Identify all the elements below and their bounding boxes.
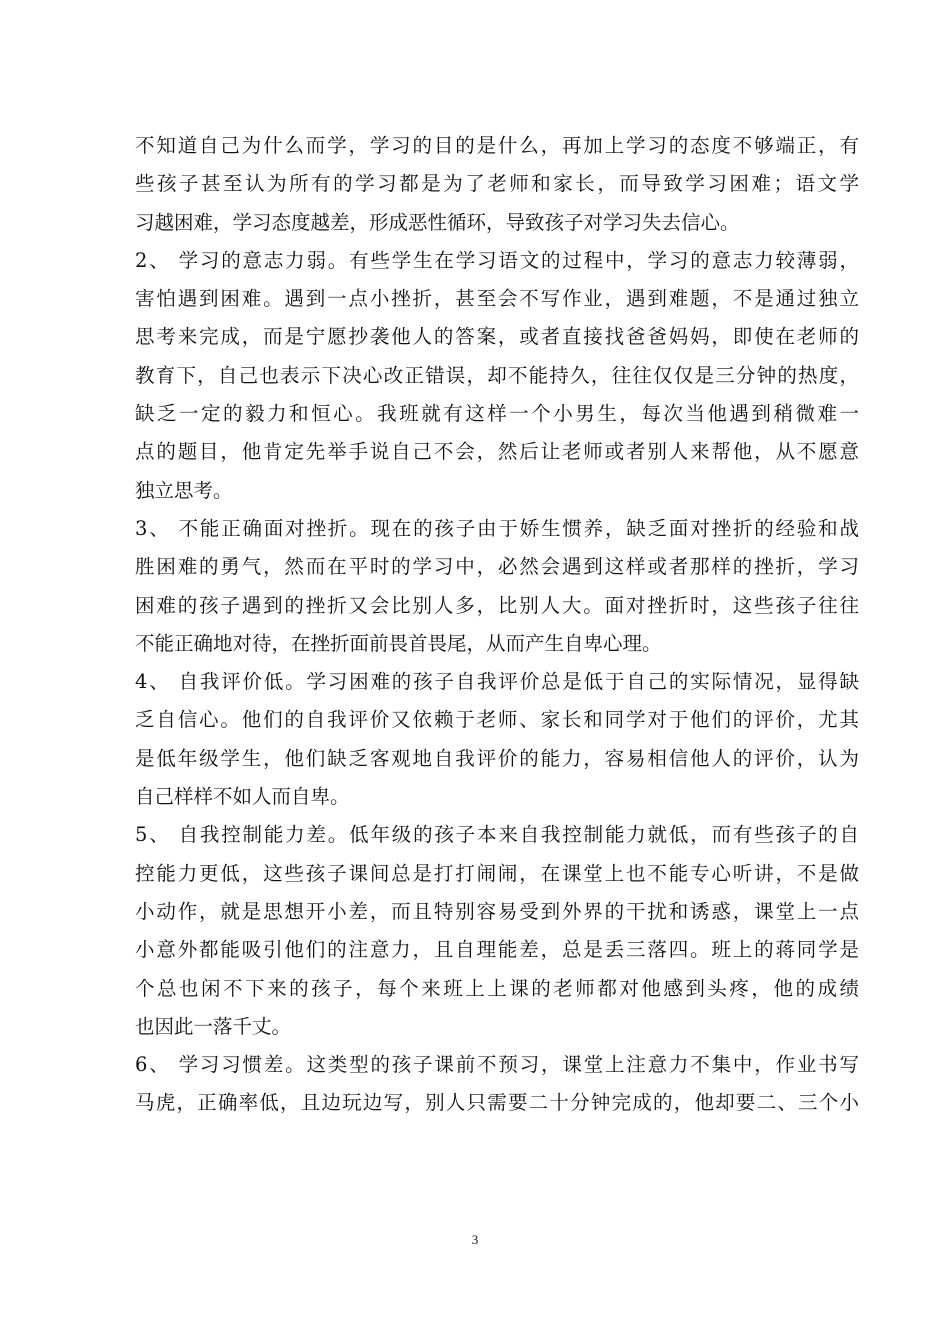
text-line: 点的题目，他肯定先举手说自己不会，然后让老师或者别人来帮他，从不愿意	[135, 440, 859, 464]
text-line: 2、 学习的意志力弱。有些学生在学习语文的过程中，学习的意志力较薄弱，	[135, 248, 859, 272]
text-line: 习越困难，学习态度越差，形成恶性循环，导致孩子对学习失去信心。	[135, 210, 740, 234]
text-line: 是低年级学生，他们缺乏客观地自我评价的能力，容易相信他人的评价，认为	[135, 746, 859, 770]
text-line: 小意外都能吸引他们的注意力，且自理能差，总是丢三落四。班上的蒋同学是	[135, 938, 859, 962]
text-line: 教育下，自己也表示下决心改正错误，却不能持久，往往仅仅是三分钟的热度，	[135, 363, 859, 387]
text-line: 也因此一落千丈。	[135, 1014, 292, 1038]
text-line: 自己样样不如人而自卑。	[135, 785, 350, 809]
text-line: 胜困难的勇气，然而在平时的学习中，必然会遇到这样或者那样的挫折，学习	[135, 555, 859, 579]
document-body	[135, 127, 859, 1123]
text-line: 控能力更低，这些孩子课间总是打打闹闹，在课堂上也不能专心听讲，不是做	[135, 861, 859, 885]
text-line: 6、 学习习惯差。这类型的孩子课前不预习，课堂上注意力不集中，作业书写	[135, 1053, 859, 1077]
text-line: 思考来完成，而是宁愿抄袭他人的答案，或者直接找爸爸妈妈，即使在老师的	[135, 325, 859, 349]
text-line: 不知道自己为什么而学，学习的目的是什么，再加上学习的态度不够端正，有	[135, 134, 859, 157]
text-line: 独立思考。	[135, 478, 233, 502]
text-line: 马虎，正确率低，且边玩边写，别人只需要二十分钟完成的，他却要二、三个小	[135, 1091, 859, 1115]
text-line: 4、 自我评价低。学习困难的孩子自我评价总是低于自己的实际情况，显得缺	[135, 670, 859, 694]
page-number: 3	[471, 1232, 479, 1247]
text-line: 缺乏一定的毅力和恒心。我班就有这样一个小男生，每次当他遇到稍微难一	[135, 402, 859, 426]
text-line: 害怕遇到困难。遇到一点小挫折，甚至会不写作业，遇到难题，不是通过独立	[135, 287, 859, 311]
text-line: 些孩子甚至认为所有的学习都是为了老师和家长，而导致学习困难；语文学	[135, 172, 859, 196]
text-line: 5、 自我控制能力差。低年级的孩子本来自我控制能力就低，而有些孩子的自	[135, 823, 859, 847]
text-line: 不能正确地对待，在挫折面前畏首畏尾，从而产生自卑心理。	[135, 631, 662, 655]
text-line: 3、 不能正确面对挫折。现在的孩子由于娇生惯养，缺乏面对挫折的经验和战	[135, 516, 859, 540]
text-line: 小动作，就是思想开小差，而且特别容易受到外界的干扰和诱惑，课堂上一点	[135, 899, 859, 923]
text-line: 困难的孩子遇到的挫折又会比别人多，比别人大。面对挫折时，这些孩子往往	[135, 593, 859, 617]
text-line: 乏自信心。他们的自我评价又依赖于老师、家长和同学对于他们的评价，尤其	[135, 708, 859, 732]
text-line: 个总也闲不下来的孩子，每个来班上上课的老师都对他感到头疼，他的成绩	[135, 976, 859, 1000]
